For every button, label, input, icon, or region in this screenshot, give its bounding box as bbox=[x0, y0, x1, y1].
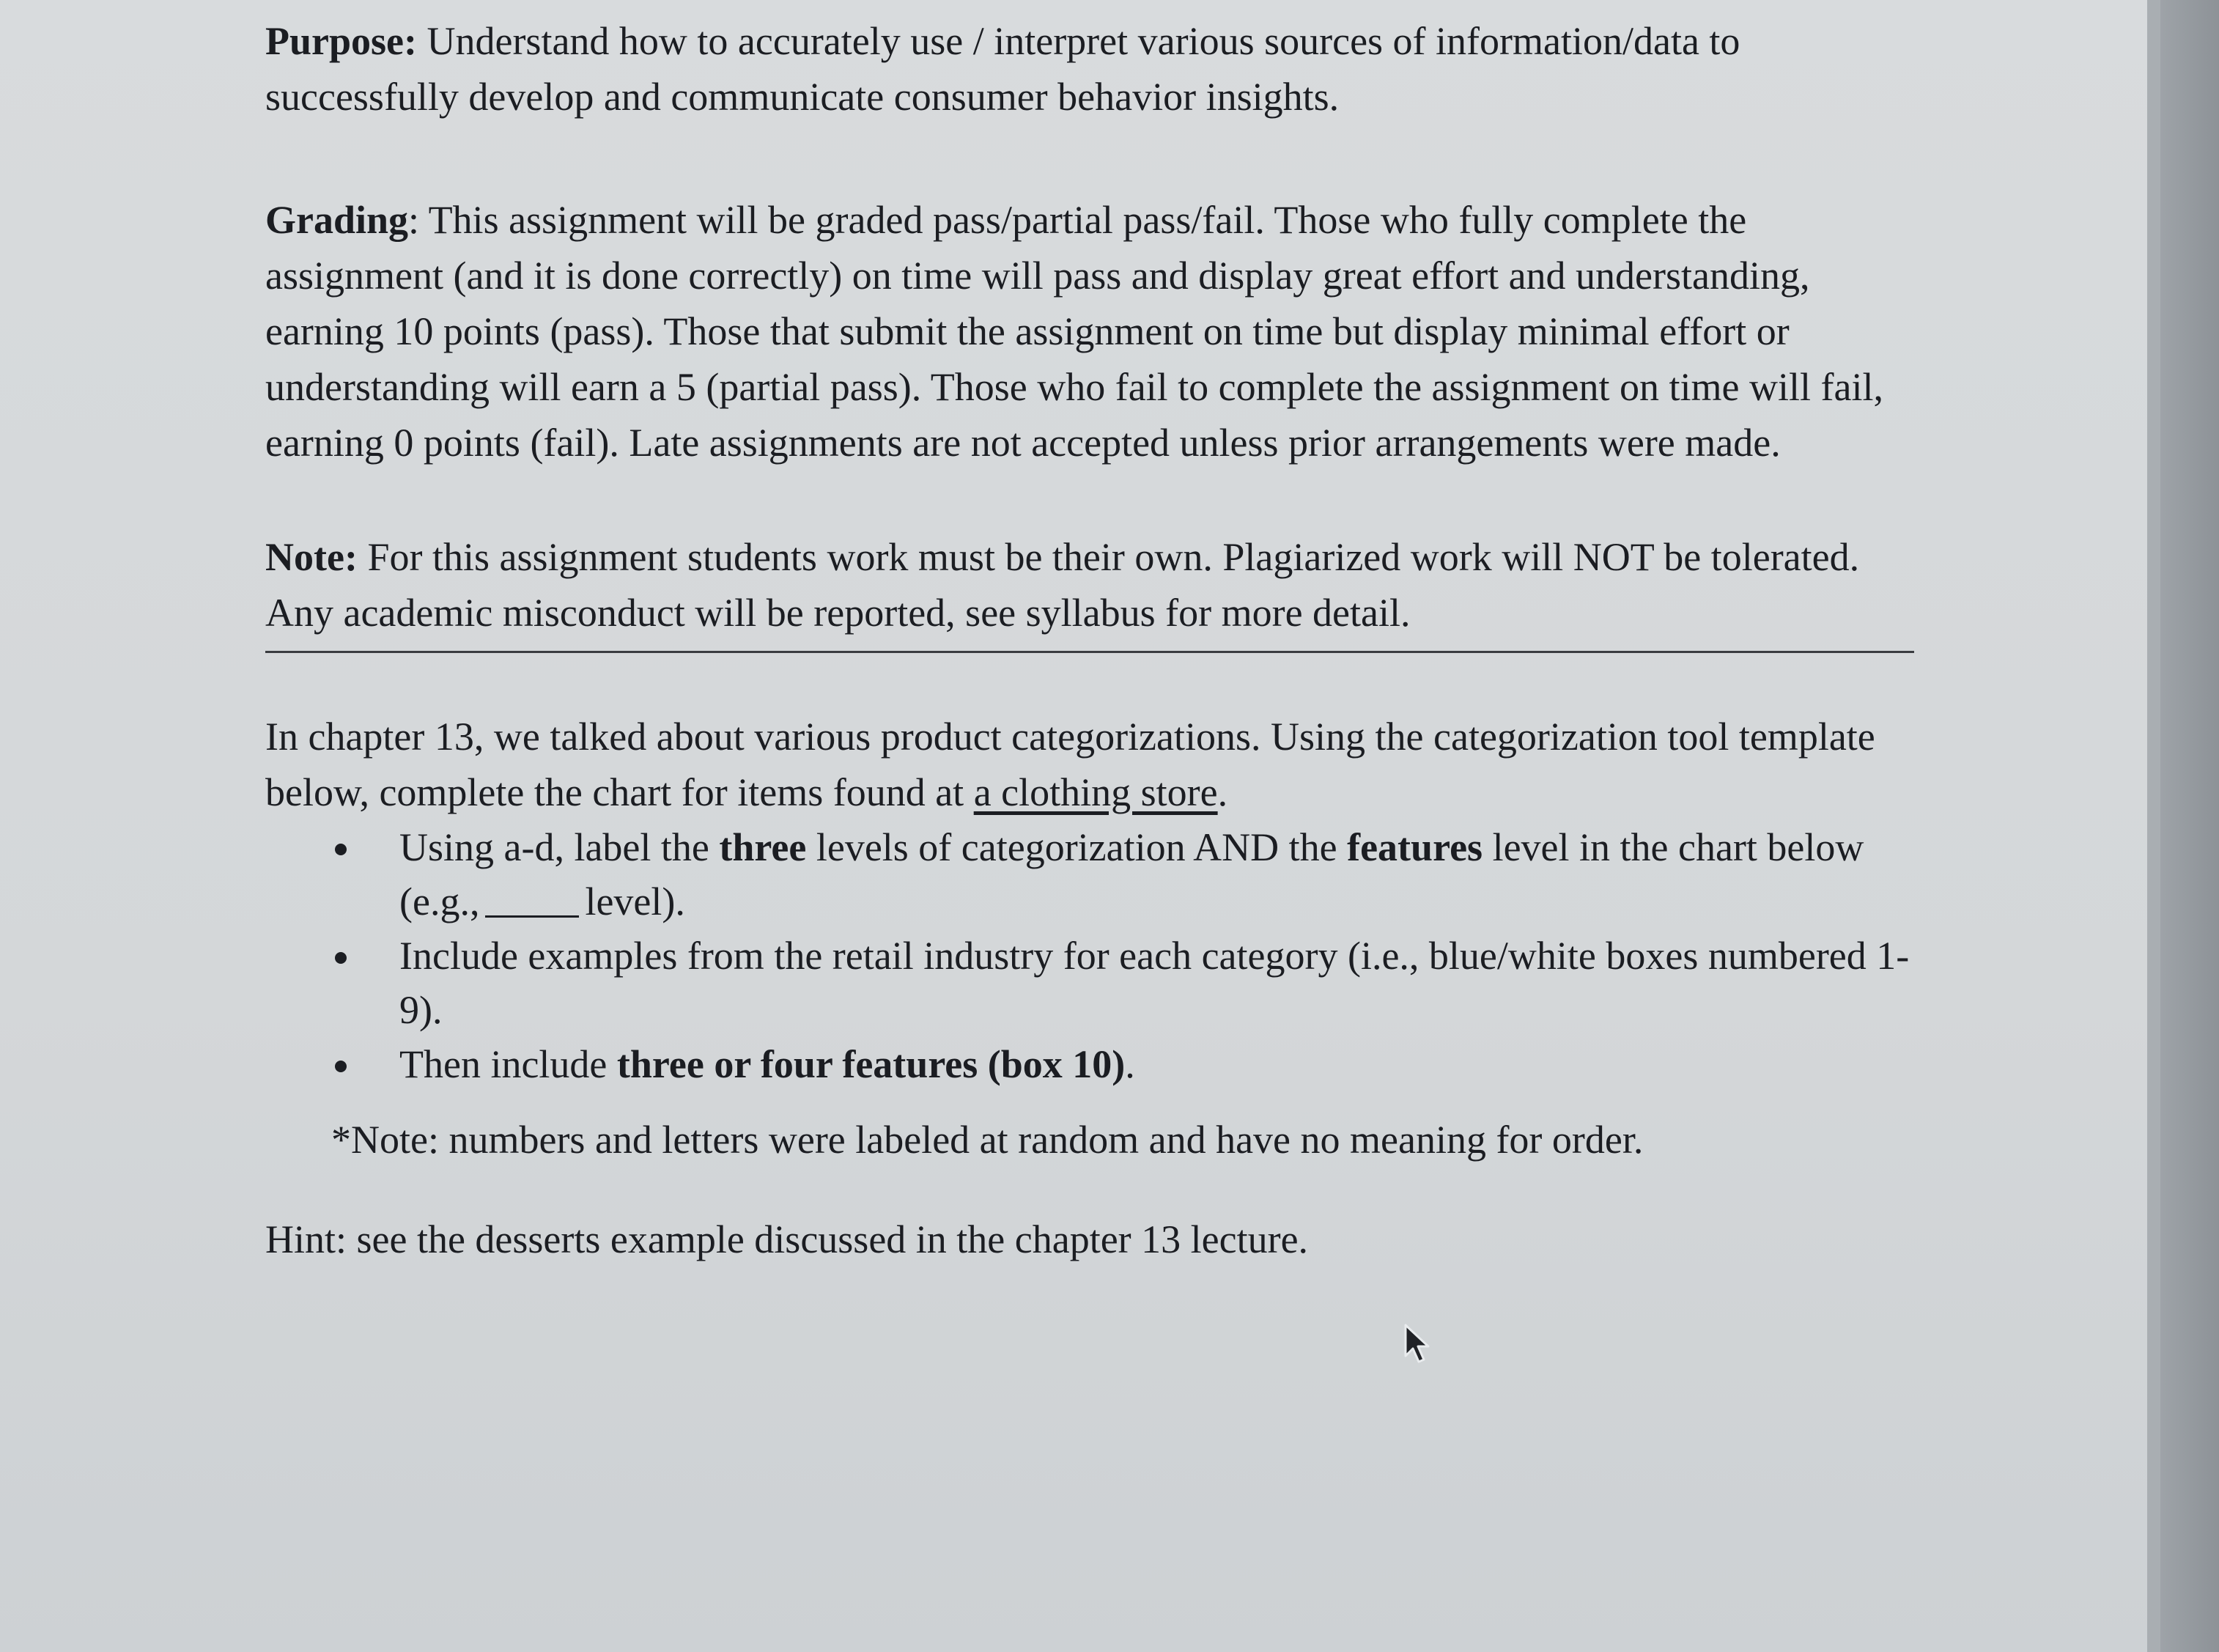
intro-paragraph bbox=[265, 709, 1921, 820]
intro-end: . bbox=[1217, 770, 1228, 814]
monitor-bezel bbox=[2160, 0, 2219, 1652]
fill-in-blank bbox=[485, 915, 579, 918]
section-divider bbox=[265, 651, 1914, 653]
note-paragraph bbox=[265, 529, 1921, 651]
bullet-2-text: Include examples from the retail industry for each category (i.e., blue/white boxes numbered 1-9). bbox=[399, 934, 1910, 1032]
bullet-1-bold-three: three bbox=[719, 825, 807, 869]
note-text: For this assignment students work must be their own. Plagiarized work will NOT be tolerated. Any academic misconduct will be reported, see syllabus for more detail. bbox=[265, 535, 1860, 635]
list-item bbox=[335, 1037, 1921, 1091]
purpose-paragraph bbox=[265, 13, 1921, 125]
bullet-1-text-d: level in the chart below (e.g., bbox=[399, 825, 1864, 923]
bullet-icon bbox=[335, 1061, 347, 1072]
list-item bbox=[335, 929, 1921, 1037]
bullet-3-text-c: . bbox=[1125, 1042, 1135, 1086]
order-footnote: *Note: numbers and letters were labeled at random and have no meaning for order. bbox=[331, 1118, 1644, 1162]
note-label: Note: bbox=[265, 535, 358, 579]
hint-text: Hint: see the desserts example discussed in the chapter 13 lecture. bbox=[265, 1217, 1309, 1261]
intro-text: In chapter 13, we talked about various product categorizations. Using the categorization tool template below, complete the chart for items found at bbox=[265, 715, 1875, 814]
mouse-pointer-icon bbox=[1404, 1324, 1436, 1365]
bullet-3-text-a: Then include bbox=[399, 1042, 617, 1086]
bullet-1-text-e: level). bbox=[585, 880, 685, 923]
bullet-1-text-c: levels of categorization AND the bbox=[806, 825, 1348, 869]
bullet-icon bbox=[335, 844, 347, 855]
list-item bbox=[335, 820, 1921, 929]
document-body bbox=[265, 13, 1921, 1267]
instruction-list bbox=[265, 820, 1921, 1091]
clothing-store-link[interactable]: a clothing store bbox=[973, 770, 1218, 814]
grading-text: : This assignment will be graded pass/partial pass/fail. Those who fully complete the assignment (and it is done correctly) on time will pass and display great effort and understanding, earning 10 points (pass). Those that submit the assignment on time but display minimal effort or understanding will earn a 5 (partial pass). Those who fail to complete the assignment on time will fail, earning 0 points (fail). Late assignments are not accepted unless prior arrangements were made. bbox=[265, 198, 1883, 465]
bullet-3-bold: three or four features (box 10) bbox=[616, 1042, 1126, 1086]
bullet-1-text-a: Using a-d, label the bbox=[399, 825, 720, 869]
purpose-text: Understand how to accurately use / interpret various sources of information/data to successfully develop and communicate consumer behavior insights. bbox=[265, 19, 1740, 119]
grading-paragraph bbox=[265, 192, 1921, 471]
purpose-label: Purpose: bbox=[265, 19, 417, 63]
bullet-1-bold-features: features bbox=[1347, 825, 1483, 869]
bullet-icon bbox=[335, 952, 347, 964]
grading-label: Grading bbox=[265, 198, 409, 242]
